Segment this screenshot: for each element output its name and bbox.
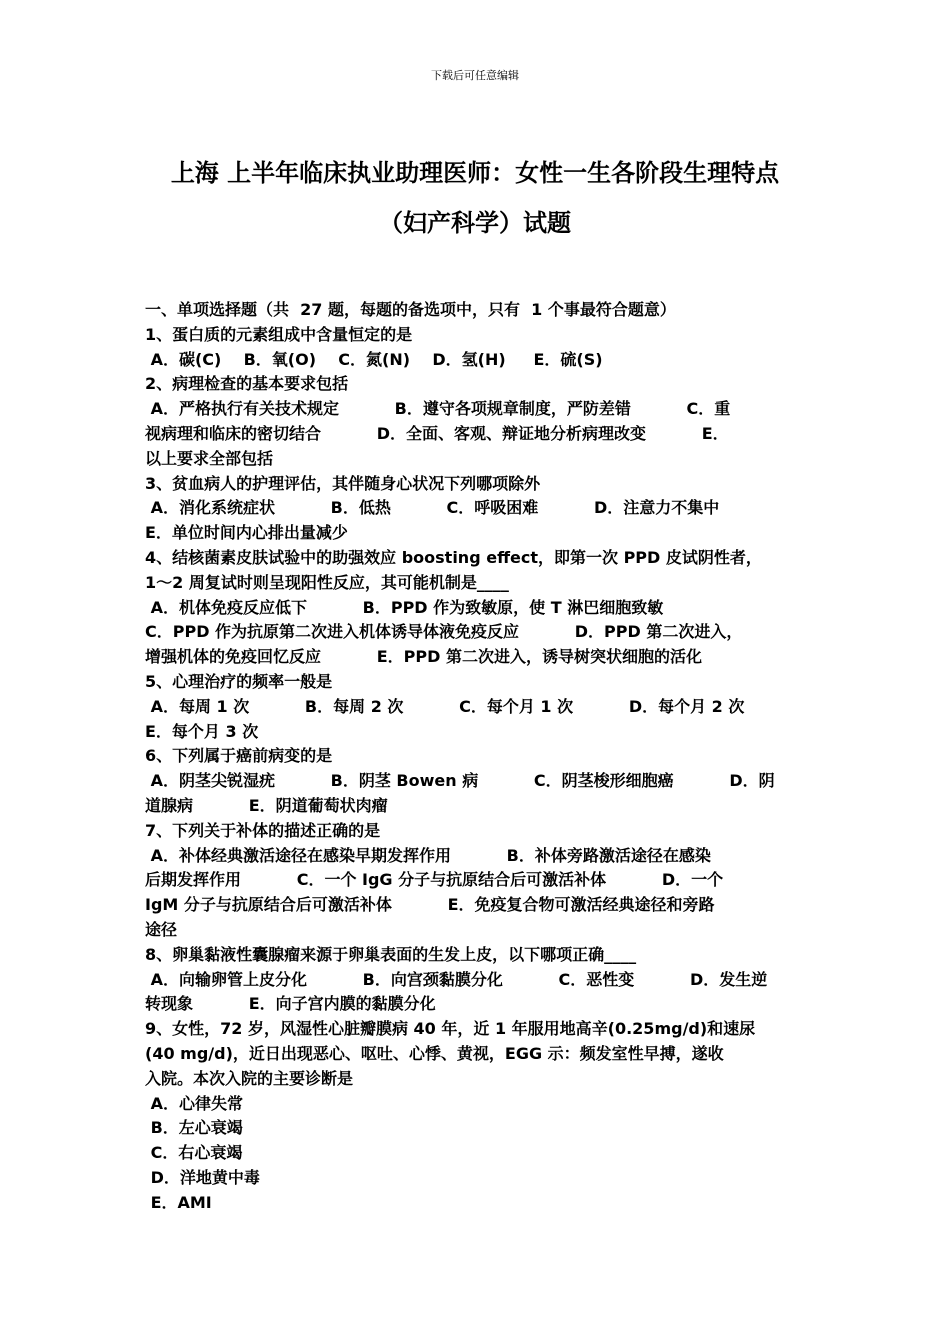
- question-stem: 1、蛋白质的元素组成中含量恒定的是: [145, 324, 413, 344]
- question-7: [145, 819, 810, 943]
- question-8: [145, 943, 810, 1017]
- question-options: IgM 分子与抗原结合后可激活补体 E．免疫复合物可激活经典途径和旁路: [145, 895, 715, 915]
- question-6: [145, 744, 810, 818]
- question-option: A．心律失常: [145, 1093, 243, 1113]
- question-list: [145, 298, 810, 1215]
- question-stem: 8、卵巢黏液性囊腺瘤来源于卵巢表面的生发上皮，以下哪项正确____: [145, 944, 637, 964]
- question-9: [145, 1017, 810, 1215]
- question-option: B．左心衰竭: [145, 1118, 243, 1138]
- question-options: 转现象 E．向子宫内膜的黏膜分化: [145, 994, 436, 1014]
- section-heading: 一、单项选择题（共 27 题，每题的备选项中，只有 1 个事最符合题意）: [145, 300, 676, 319]
- question-options: A．碳(C) B．氧(O) C．氮(N) D．氢(H) E．硫(S): [145, 349, 603, 369]
- question-options: A．向输卵管上皮分化 B．向宫颈黏膜分化 C．恶性变 D．发生逆: [145, 969, 768, 989]
- question-options: A．每周 1 次 B．每周 2 次 C．每个月 1 次 D．每个月 2 次: [145, 696, 745, 716]
- question-stem: 1～2 周复试时则呈现阳性反应，其可能机制是____: [145, 572, 509, 592]
- question-stem: 5、心理治疗的频率一般是: [145, 671, 333, 691]
- question-options: A．机体免疫反应低下 B．PPD 作为致敏原，使 T 淋巴细胞致敏: [145, 597, 664, 617]
- question-options: 以上要求全部包括: [145, 448, 274, 468]
- question-options: A．补体经典激活途径在感染早期发挥作用 B．补体旁路激活途径在感染: [145, 845, 711, 865]
- question-stem: (40 mg/d)，近日出现恶心、呕吐、心悸、黄视，EGG 示：频发室性早搏，遂收: [145, 1043, 724, 1063]
- question-stem: 2、病理检查的基本要求包括: [145, 374, 349, 394]
- question-options: 道腺病 E．阴道葡萄状肉瘤: [145, 795, 388, 815]
- question-stem: 3、贫血病人的护理评估，其伴随身心状况下列哪项除外: [145, 473, 541, 493]
- question-4: [145, 546, 810, 670]
- question-5: [145, 670, 810, 744]
- question-options: E．单位时间内心排出量减少: [145, 523, 348, 543]
- question-stem: 6、下列属于癌前病变的是: [145, 746, 333, 766]
- question-options: 视病理和临床的密切结合 D．全面、客观、辩证地分析病理改变 E．: [145, 423, 729, 443]
- question-options: C．PPD 作为抗原第二次进入机体诱导体液免疫反应 D．PPD 第二次进入，: [145, 622, 743, 642]
- question-options: 途径: [145, 919, 178, 939]
- question-options: A．严格执行有关技术规定 B．遵守各项规章制度，严防差错 C．重: [145, 399, 731, 419]
- question-options: A．阴茎尖锐湿疣 B．阴茎 Bowen 病 C．阴茎梭形细胞癌 D．阴: [145, 771, 775, 791]
- question-stem: 7、下列关于补体的描述正确的是: [145, 820, 381, 840]
- question-options: E．每个月 3 次: [145, 721, 259, 741]
- question-options: A．消化系统症状 B．低热 C．呼吸困难 D．注意力不集中: [145, 498, 720, 518]
- question-options: 后期发挥作用 C．一个 IgG 分子与抗原结合后可激活补体 D．一个: [145, 870, 724, 890]
- question-stem: 9、女性，72 岁，风湿性心脏瓣膜病 40 年，近 1 年服用地高辛(0.25mg/d)和速尿: [145, 1019, 756, 1039]
- question-stem: 入院。本次入院的主要诊断是: [145, 1068, 354, 1088]
- question-option: C．右心衰竭: [145, 1143, 243, 1163]
- title-line-1: 上海 上半年临床执业助理医师：女性一生各阶段生理特点: [170, 159, 780, 187]
- question-option: E．AMI: [145, 1192, 212, 1212]
- title-line-2: （妇产科学）试题: [379, 209, 571, 237]
- question-1: [145, 323, 810, 373]
- question-3: [145, 472, 810, 546]
- question-stem: 4、结核菌素皮肤试验中的助强效应 boosting effect，即第一次 PPD 皮试阴性者，: [145, 547, 762, 567]
- page-title: [120, 148, 830, 248]
- question-option: D．洋地黄中毒: [145, 1167, 260, 1187]
- question-options: 增强机体的免疫回忆反应 E．PPD 第二次进入，诱导树突状细胞的活化: [145, 647, 702, 667]
- question-2: [145, 372, 810, 471]
- header-note: 下载后可任意编辑: [431, 69, 519, 82]
